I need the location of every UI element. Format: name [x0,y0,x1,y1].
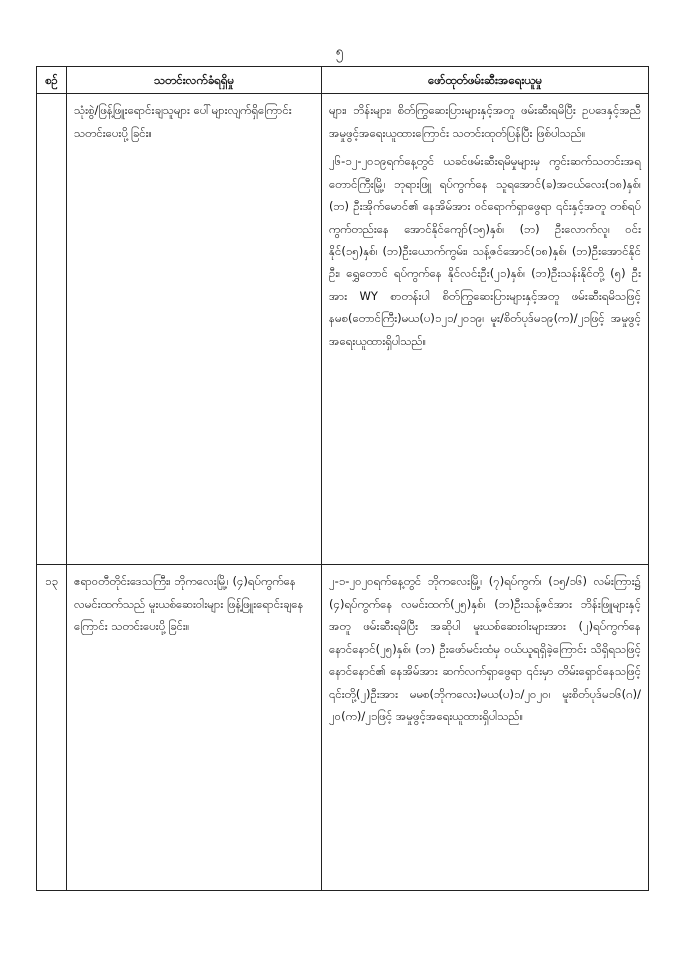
row-information: သုံးစွဲ/ဖြန့်ဖြူးရောင်းချသူများ ပေါ်များလျက်ရှိကြောင်း သတင်းပေးပို့ခြင်း။ [67,94,322,565]
row-serial-number: ၁၃ [37,565,67,891]
header-arrest-action: ဖော်ထုတ်ဖမ်းဆီးအရေးယူမှု [322,67,649,94]
page-number: ၅ [335,44,344,60]
report-table [36,66,649,891]
table-header-row [37,67,649,94]
action-paragraph: များ၊ ဘိန်းများ၊ စိတ်ကြွဆေးပြားများနှင့်အတူ ဖမ်းဆီးရမိပြီး ဥပဒေနှင့်အညီ အမှုဖွင့်အရေးယူထားကြောင်း သတင်းထုတ်ပြန်ပြီး ဖြစ်ပါသည်။ [329,103,641,140]
row-action [322,565,649,891]
row-information: ဧရာဝတီတိုင်းဒေသကြီး၊ ဘိုကလေးမြို့၊ (၄)ရပ်ကွက်နေ လမင်းထက်သည် မူးယစ်ဆေးဝါးများ ဖြန့်ဖြူးရောင်းချနေကြောင်း သတင်းပေးပို့ခြင်း။ [67,565,322,891]
table-row [37,565,649,891]
row-action [322,94,649,565]
action-paragraph: ၂၆-၁၂-၂၀၁၉ရက်နေ့တွင် ယခင်ဖမ်းဆီးရမိမှုများမှ ကွင်းဆက်သတင်းအရ တောင်ကြီးမြို့၊ ဘုရားဖြူ ရပ်ကွက်နေ သူရအောင်(ခ)အငယ်လေး(၁၈)နှစ်၊ (ဘ) ဦးအိုက်မောင်၏ နေအိမ်အား ဝင်ရောက်ရှာဖွေရာ ၎င်းနှင့်အတူ တစ်ရပ်ကွက်တည်းနေ အောင်နိုင်ကျော်(၁၅)နှစ်၊ (ဘ) ဦးလောက်လူ၊ ဝင်းနိုင်(၁၅)နှစ်၊ (ဘ)ဦးယောက်ကွမ်း၊ သန့်ဇင်အောင်(၁၈)နှစ်၊ (ဘ)ဦးအောင်နိုင်ဦး၊ ရွှေတောင် ရပ်ကွက်နေ နိုင်လင်းဦး(၂၁)နှစ်၊ (ဘ)ဦးသန်းနိုင်တို့ (၅) ဦးအား WY စာတန်းပါ စိတ်ကြွဆေးပြားများနှင့်အတူ ဖမ်းဆီးရမိသဖြင့် နမစ(တောင်ကြီး)မယ(ပ)၁၂၁/၂၀၁၉၊ မူး/စိတ်ပုဒ်မ၁၉(က)/၂၁ဖြင့် အမှုဖွင့် အရေးယူထားရှိပါသည်။ [329,154,641,348]
table-row [37,94,649,565]
row-serial-number [37,94,67,565]
action-paragraph: ၂-၁-၂၀၂၀ရက်နေ့တွင် ဘိုကလေးမြို့၊ (၇)ရပ်ကွက်၊ (၁၅/၁၆) လမ်းကြား၌ (၄)ရပ်ကွက်နေ လမင်းထက်(၂၅)နှစ်၊ (ဘ)ဦးသန့်ဇင်အား ဘိန်းဖြူများနှင့်အတူ ဖမ်းဆီးရမိပြီး အဆိုပါ မူးယစ်ဆေးဝါးများအား (၂)ရပ်ကွက်နေ နောင်နောင်(၂၅)နှစ်၊ (ဘ) ဦးဖော်မင်းထံမှ ဝယ်ယူရရှိခဲ့ကြောင်း သိရှိရသဖြင့် နောင်နောင်၏ နေအိမ်အား ဆက်လက်ရှာဖွေရာ ၎င်းမှာ တိမ်းရှောင်နေသဖြင့် ၎င်းတို့(၂)ဦးအား မမစ(ဘိုကလေး)မယ(ပ)၁/၂၀၂၀၊ မူးစိတ်ပုဒ်မ၁၆(ဂ)/၂၀(က)/၂၁ဖြင့် အမှုဖွင့်အရေးယူထားရှိပါသည်။ [329,574,641,723]
header-serial-number: စဉ် [37,67,67,94]
header-information-received: သတင်းလက်ခံရရှိမှု [67,67,322,94]
